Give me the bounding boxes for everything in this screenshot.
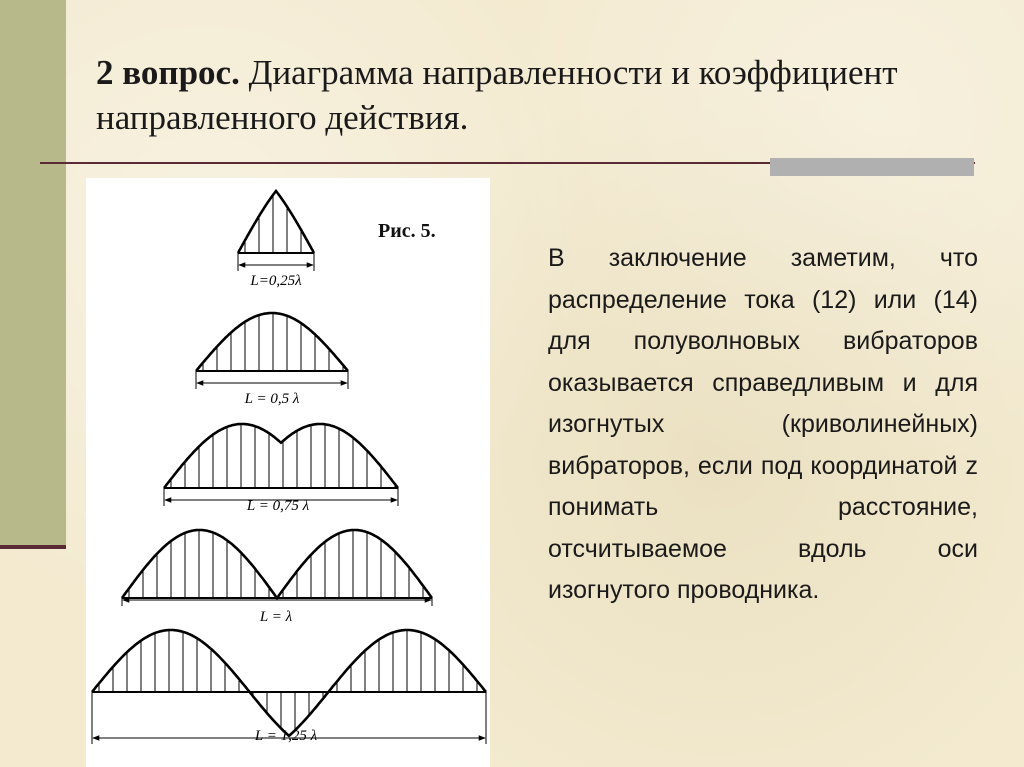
title-divider-accent xyxy=(770,158,974,176)
side-decor-line xyxy=(0,545,66,549)
current-curve xyxy=(238,191,314,253)
length-label: L = λ xyxy=(259,609,293,625)
slide-title xyxy=(96,50,976,140)
figure-diagrams xyxy=(86,178,490,767)
length-label: L = 1,25 λ xyxy=(254,728,318,744)
current-curve xyxy=(122,530,432,598)
current-curve xyxy=(92,630,486,736)
current-curve xyxy=(196,313,348,371)
title-bold: 2 вопрос. xyxy=(96,53,240,92)
current-distribution-figure xyxy=(86,178,490,767)
title-rest: Диаграмма направленности и коэффициент направленного действия. xyxy=(96,53,898,137)
side-decor-bar xyxy=(0,0,66,545)
body-paragraph: В заключение заметим, что распределение тока (12) или (14) для полуволновых вибраторов оказывается справедливым и для изогнутых (криволинейных) вибраторов, если под координатой z понимать расстояние, отсчитываемое вдоль оси изогнутого проводника. xyxy=(548,244,978,604)
length-label: L = 0,75 λ xyxy=(246,498,310,514)
length-label: L=0,25λ xyxy=(250,273,302,289)
length-label: L = 0,5 λ xyxy=(244,391,300,407)
figure-caption: Рис. 5. xyxy=(378,220,436,242)
